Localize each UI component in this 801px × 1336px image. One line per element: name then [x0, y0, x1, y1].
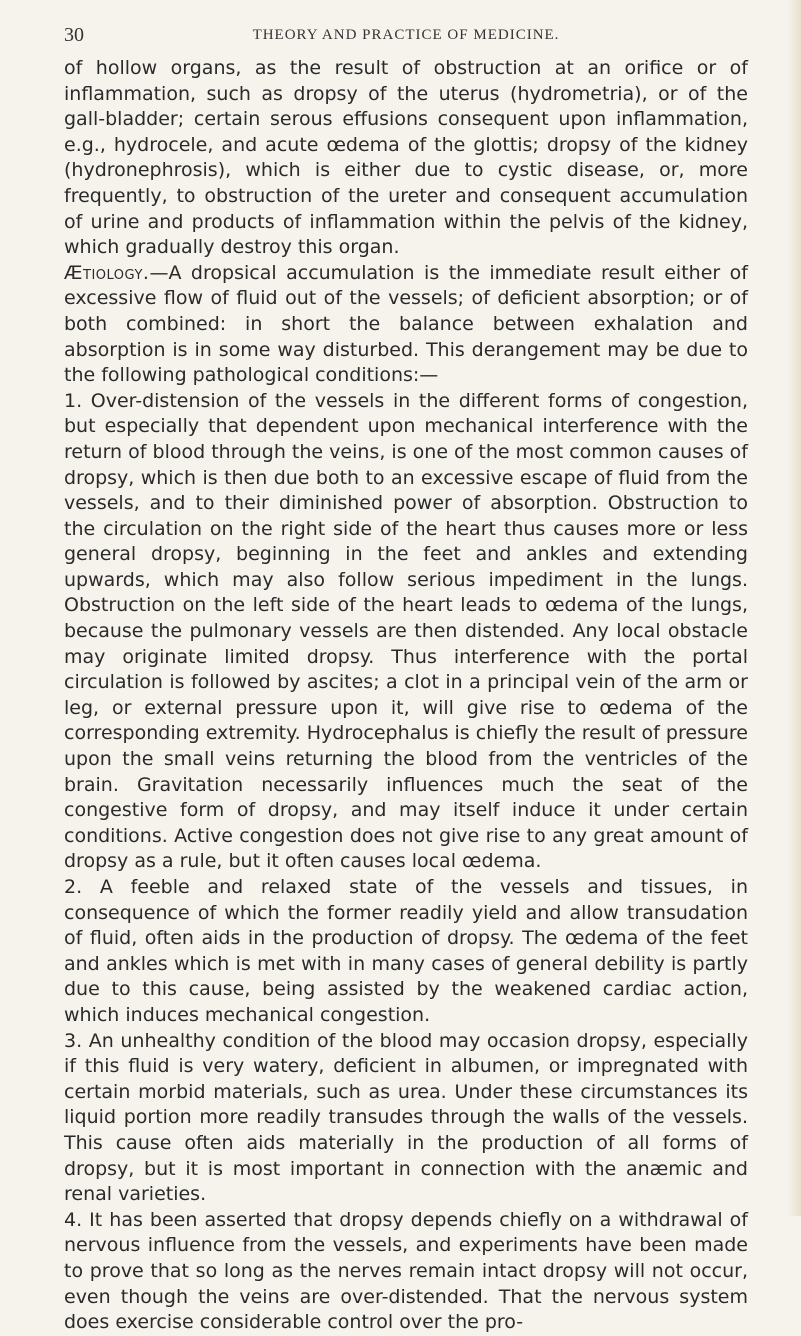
running-title: THEORY AND PRACTICE OF MEDICINE.	[252, 27, 560, 43]
aetiology-heading: Ætiology.	[64, 261, 150, 284]
paragraph-aetiology	[64, 261, 748, 389]
running-head	[64, 18, 748, 52]
page-number: 30	[64, 24, 84, 46]
book-page	[64, 18, 748, 1336]
paragraph-cause-2: 2. A feeble and relaxed state of the vessels and tissues, in consequence of which the former readily yield and allow transudation of fluid, often aids in the production of dropsy. The œdema of the feet and ankles which is met with in many cases of general debility is partly due to this cause, being assisted by the weakened cardiac action, which induces mechanical congestion.	[64, 876, 748, 1026]
aetiology-text: —A dropsical accumulation is the immediate result either of excessive flow of fluid out of the vessels; of deficient absorption; or of both combined: in short the balance between exhalation and absorption is in some way disturbed. This derangement may be due to the following pathological conditions:—	[64, 261, 748, 387]
paragraph-cause-1: 1. Over-distension of the vessels in the different forms of congestion, but especially that dependent upon mechanical interference with the return of blood through the veins, is one of the most common causes of dropsy, which is then due both to an excessive escape of fluid from the vessels, and to their diminished power of absorption. Obstruction to the circulation on the right side of the heart thus causes more or less general dropsy, beginning in the feet and ankles and extending upwards, which may also follow serious impediment in the lungs. Obstruction on the left side of the heart leads to œdema of the lungs, because the pulmonary vessels are then distended. Any local obstacle may originate limited dropsy. Thus interference with the portal circulation is followed by ascites; a clot in a principal vein of the arm or leg, or external pressure upon it, will give rise to œdema of the corresponding extremity. Hydrocephalus is chiefly the result of pressure upon the small veins returning the blood from the ventricles of the brain. Gravitation necessarily influences much the seat of the congestive form of dropsy, and may itself induce it under certain conditions. Active congestion does not give rise to any great amount of dropsy as a rule, but it often causes local œdema.	[64, 389, 748, 873]
body-text	[64, 56, 748, 1336]
paragraph-continuation: of hollow organs, as the result of obstruction at an orifice or of inflammation, such as dropsy of the uterus (hydrometria), or of the gall-bladder; certain serous effusions consequent upon inflammation, e.g., hydrocele, and acute œdema of the glottis; dropsy of the kidney (hydronephrosis), which is either due to cystic disease, or, more frequently, to obstruction of the ureter and consequent accumulation of urine and products of inflammation within the pelvis of the kidney, which gradually destroy this organ.	[64, 57, 748, 259]
paragraph-cause-4: 4. It has been asserted that dropsy depends chiefly on a withdrawal of nervous influence from the vessels, and experiments have been made to prove that so long as the nerves remain intact dropsy will not occur, even though the veins are over-distended. That the nervous system does exercise considerable control over the pro-	[64, 1208, 748, 1334]
paragraph-cause-3: 3. An unhealthy condition of the blood may occasion dropsy, especially if this fluid is very watery, deficient in albumen, or impregnated with certain morbid materials, such as urea. Under these circumstances its liquid portion more readily transudes through the walls of the vessels. This cause often aids materially in the production of all forms of dropsy, but it is most important in connection with the anæmic and renal varieties.	[64, 1029, 748, 1206]
page-edge-shadow	[787, 0, 801, 1216]
